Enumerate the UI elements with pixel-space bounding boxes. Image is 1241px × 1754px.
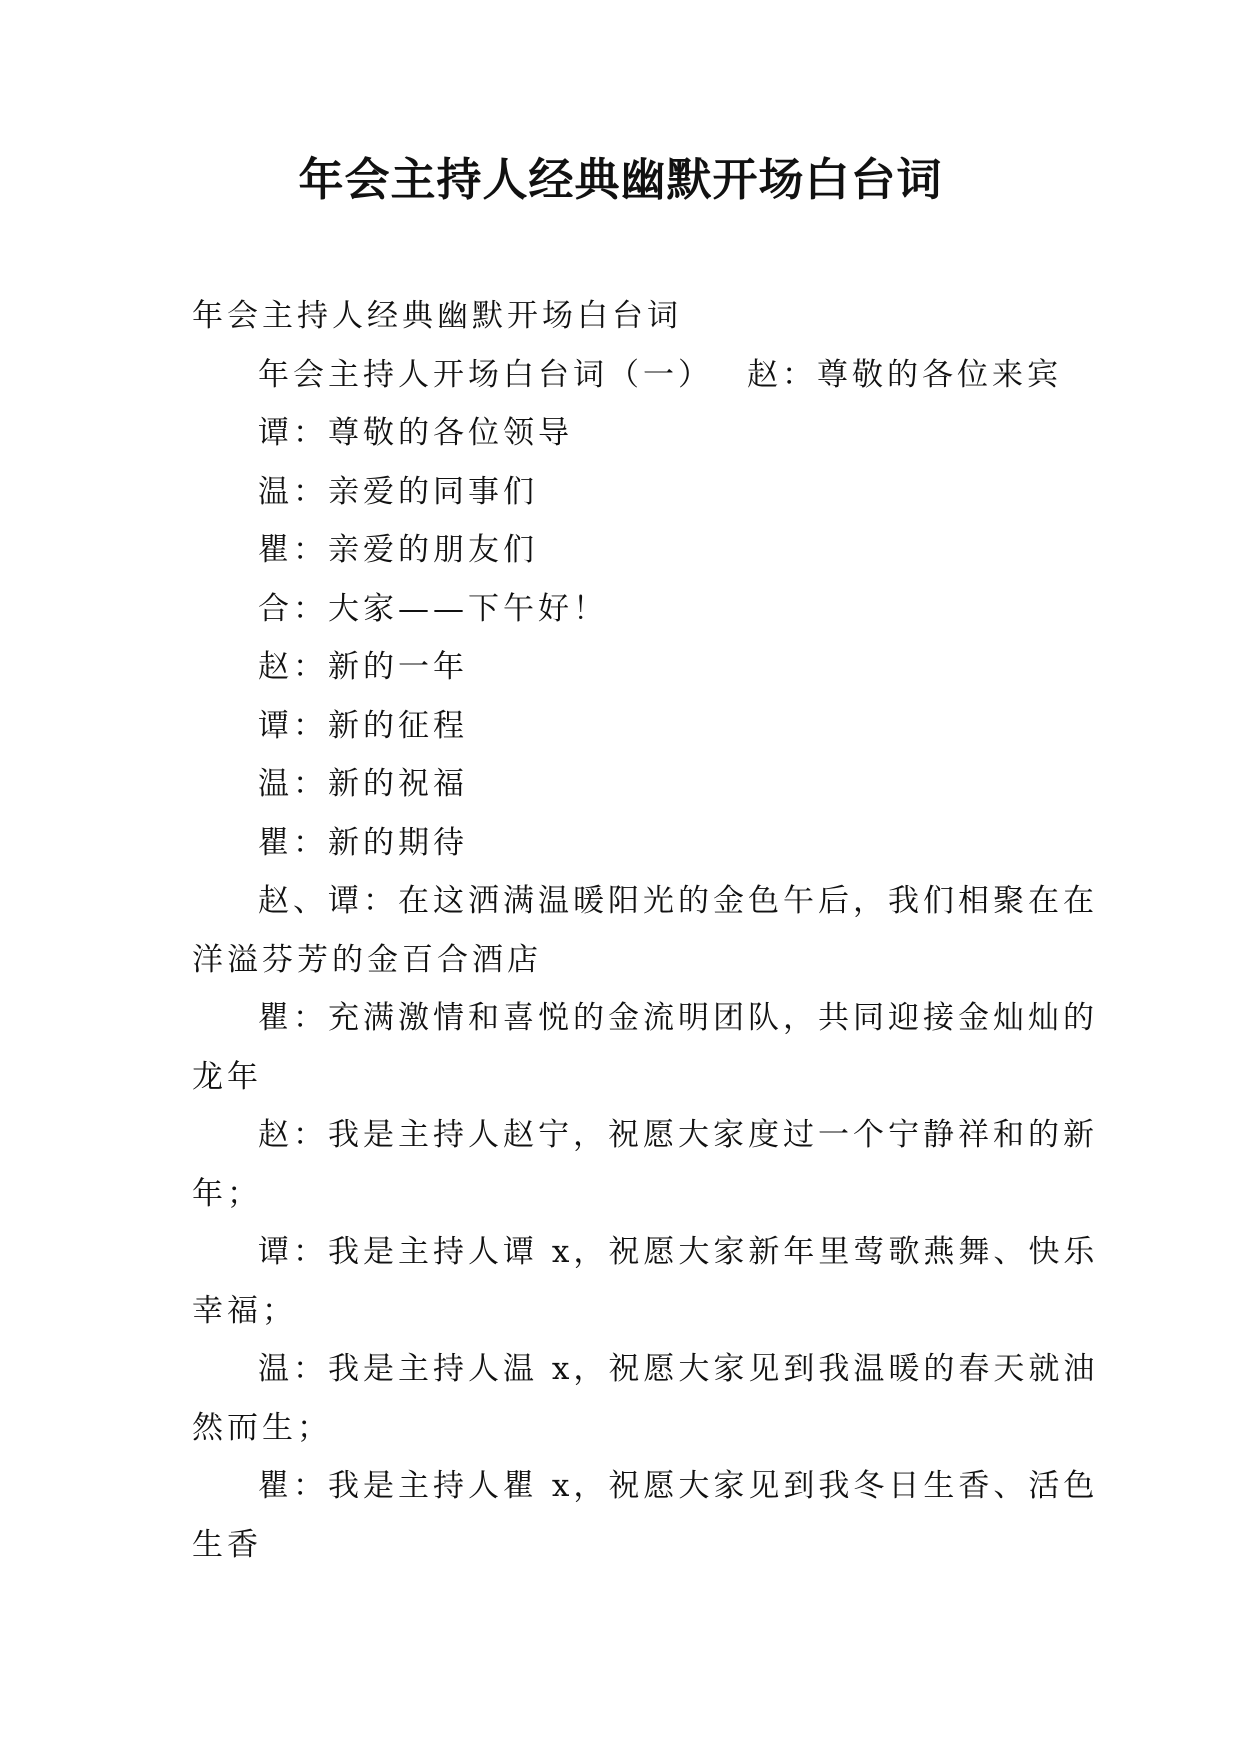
dialogue-continuation: 龙年 bbox=[192, 1058, 262, 1095]
dialogue-continuation: 年； bbox=[192, 1175, 262, 1212]
dialogue-line: 温：我是主持人温 x，祝愿大家见到我温暖的春天就油 bbox=[258, 1351, 1099, 1387]
dialogue-line: 赵：新的一年 bbox=[258, 649, 468, 685]
document-body bbox=[192, 287, 1099, 1574]
section-heading: 年会主持人开场白台词（一） bbox=[258, 356, 713, 393]
dialogue-line: 温：新的祝福 bbox=[258, 766, 468, 802]
dialogue-line: 瞿：亲爱的朋友们 bbox=[258, 532, 538, 568]
dialogue-line: 赵：尊敬的各位来宾 bbox=[747, 356, 1062, 393]
dialogue-line: 赵：我是主持人赵宁，祝愿大家度过一个宁静祥和的新 bbox=[258, 1117, 1098, 1153]
dialogue-line: 谭：尊敬的各位领导 bbox=[258, 415, 573, 451]
paragraph-line: 年会主持人经典幽默开场白台词 bbox=[192, 298, 682, 334]
dialogue-line: 谭：新的征程 bbox=[258, 707, 468, 744]
document-title: 年会主持人经典幽默开场白台词 bbox=[298, 153, 943, 206]
dialogue-line: 瞿：充满激情和喜悦的金流明团队，共同迎接金灿灿的 bbox=[258, 1000, 1098, 1036]
dialogue-line: 谭：我是主持人谭 x，祝愿大家新年里莺歌燕舞、快乐 bbox=[258, 1234, 1099, 1270]
dialogue-continuation: 生香 bbox=[192, 1526, 262, 1563]
dialogue-line: 温：亲爱的同事们 bbox=[258, 473, 538, 510]
dialogue-continuation: 幸福； bbox=[192, 1292, 297, 1329]
dialogue-line: 赵、谭：在这洒满温暖阳光的金色午后，我们相聚在在 bbox=[258, 883, 1098, 919]
dialogue-continuation: 洋溢芬芳的金百合酒店 bbox=[192, 941, 542, 978]
dialogue-line: 瞿：我是主持人瞿 x，祝愿大家见到我冬日生香、活色 bbox=[258, 1468, 1099, 1504]
dialogue-line: 合：大家——下午好！ bbox=[258, 590, 608, 627]
dialogue-continuation: 然而生； bbox=[192, 1409, 332, 1446]
paragraph-line bbox=[192, 346, 1062, 405]
dialogue-line: 瞿：新的期待 bbox=[258, 824, 468, 861]
